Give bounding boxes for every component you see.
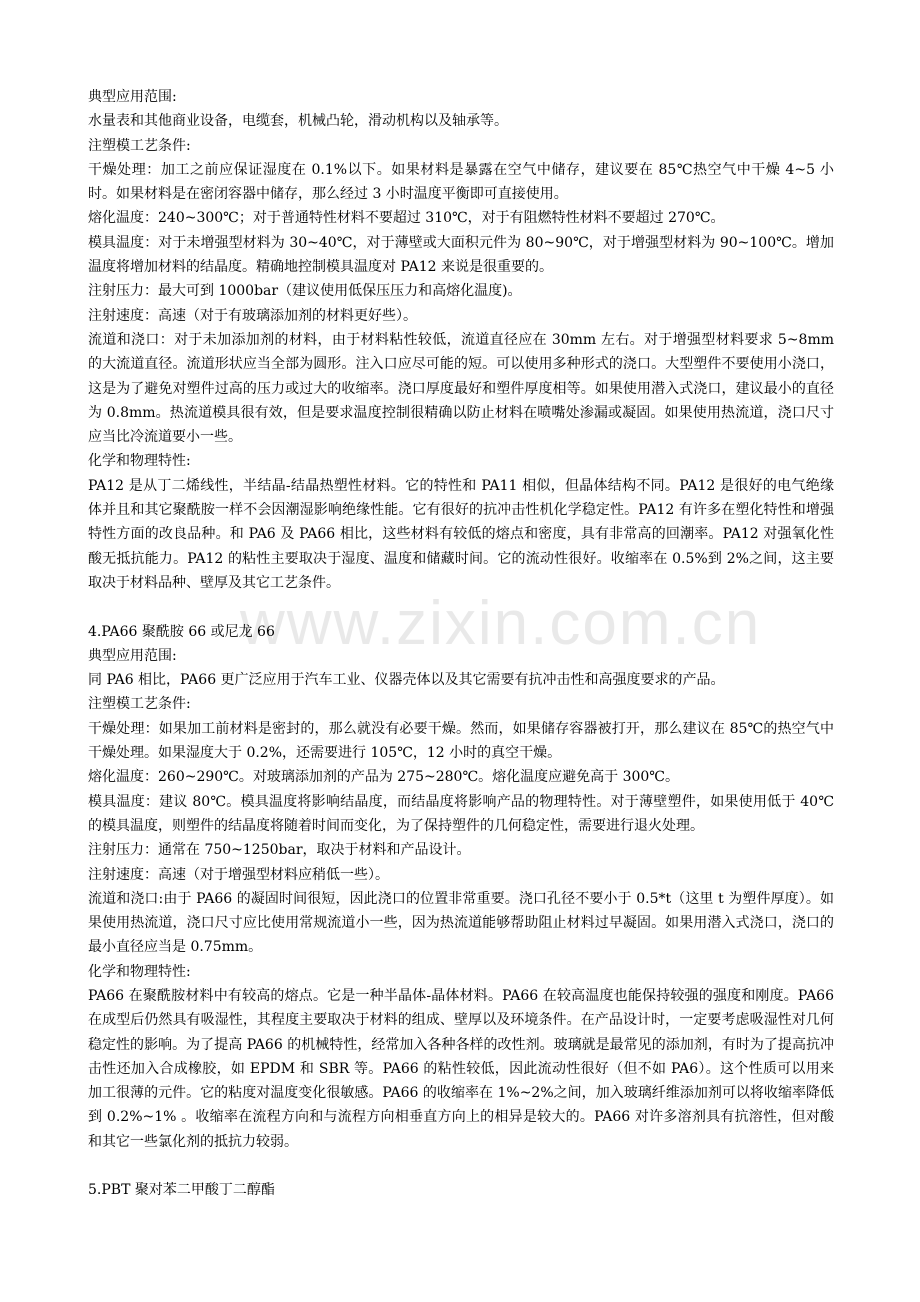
section-pa12 [88,85,834,595]
spacer [88,1154,834,1178]
pa66-app-range-text: 同 PA6 相比，PA66 更广泛应用于汽车工业、仪器壳体以及其它需要有抗冲击性和高强度要求的产品。 [88,672,725,689]
pa66-chem-text: PA66 在聚酰胺材料中有较高的熔点。它是一种半晶体-晶体材料。PA66 在较高温度也能保持较强的强度和刚度。PA66 在成型后仍然具有吸湿性，其程度主要取决于材料的组成、壁厚以及环境条件。在产品设计时，一定要考虑吸湿性对几何稳定性的影响。为了提高 PA66 的机械特性，经常加入各种各样的改性剂。玻璃就是最常见的添加剂，有时为了提高抗冲击性还加入合成橡胶，如 EPDM 和 SBR 等。PA66 的粘性较低，因此流动性很好（但不如 PA6）。这个性质可以用来加工很薄的元件。它的粘度对温度变化很敏感。PA66 的收缩率在 1%~2%之间，加入玻璃纤维添加剂可以将收缩率降低到 0.2%~1% 。收缩率在流程方向和与流程方向相垂直方向上的相异是较大的。PA66 对许多溶剂具有抗溶性，但对酸和其它一些氯化剂的抵抗力较弱。 [88,987,834,1150]
pa12-mold-temp: 模具温度：对于未增强型材料为 30~40℃，对于薄壁或大面积元件为 80~90℃，对于增强型材料为 90~100℃。增加温度将增加材料的结晶度。精确地控制模具温度对 PA12 来说是很重要的。 [88,234,834,276]
document-body [88,85,834,1203]
pa66-chem-label: 化学和物理特性: [88,963,191,980]
section-pbt [88,1178,834,1202]
pa12-injection-speed: 注射速度：高速（对于有玻璃添加剂的材料更好些）。 [88,307,417,324]
pbt-heading: 5.PBT 聚对苯二甲酸丁二醇酯 [88,1182,275,1199]
spacer [88,595,834,619]
pa12-app-range-text: 水量表和其他商业设备，电缆套，机械凸轮，滑动机构以及轴承等。 [88,113,508,130]
pa66-injection-pressure: 注射压力：通常在 750~1250bar，取决于材料和产品设计。 [88,842,471,859]
pa66-melt-temp: 熔化温度：260~290℃。对玻璃添加剂的产品为 275~280℃。熔化温度应避免高于 300℃。 [88,769,679,786]
pa12-injection-pressure: 注射压力：最大可到 1000bar（建议使用低保压压力和高熔化温度)。 [88,283,522,300]
pa12-process-label: 注塑模工艺条件: [88,137,191,154]
pa12-melt-temp: 熔化温度：240~300℃；对于普通特性材料不要超过 310℃，对于有阻燃特性材料不要超过 270℃。 [88,210,725,227]
pa66-injection-speed: 注射速度：高速（对于增强型材料应稍低一些）。 [88,866,389,883]
pa12-runner-gate: 流道和浇口：对于未加添加剂的材料，由于材料粘性较低，流道直径应在 30mm 左右。对于增强型材料要求 5~8mm 的大流道直径。流道形状应当全部为圆形。注入口应尽可能的短。可以使用多种形式的浇口。大型塑件不要使用小浇口，这是为了避免对塑件过高的压力或过大的收缩率。浇口厚度最好和塑件厚度相等。如果使用潜入式浇口，建议最小的直径为 0.8mm。热流道模具很有效，但是要求温度控制很精确以防止材料在喷嘴处渗漏或凝固。如果使用热流道，浇口尺寸应当比冷流道要小一些。 [88,331,834,446]
section-pa66 [88,620,834,1155]
pa66-heading: 4.PA66 聚酰胺 66 或尼龙 66 [88,623,275,640]
pa66-mold-temp: 模具温度：建议 80℃。模具温度将影响结晶度，而结晶度将影响产品的物理特性。对于薄壁塑件，如果使用低于 40℃的模具温度，则塑件的结晶度将随着时间而变化，为了保持塑件的几何稳定性，需要进行退火处理。 [88,793,834,834]
pa66-process-label: 注塑模工艺条件: [88,696,191,713]
pa12-drying: 干燥处理：加工之前应保证湿度在 0.1%以下。如果材料是暴露在空气中储存，建议要在 85℃热空气中干燥 4~5 小时。如果材料是在密闭容器中储存，那么经过 3 小时温度平衡即可直接使用。 [88,161,834,203]
pa66-runner-gate: 流道和浇口:由于 PA66 的凝固时间很短，因此浇口的位置非常重要。浇口孔径不要小于 0.5*t（这里 t 为塑件厚度）。如果使用热流道，浇口尺寸应比使用常规流道小一些，因为热流道能够帮助阻止材料过早凝固。如果用潜入式浇口，浇口的最小直径应当是 0.75mm。 [88,890,834,956]
pa66-app-range-label: 典型应用范围: [88,647,177,664]
pa12-chem-text: PA12 是从丁二烯线性，半结晶-结晶热塑性材料。它的特性和 PA11 相似，但晶体结构不同。PA12 是很好的电气绝缘体并且和其它聚酰胺一样不会因潮湿影响绝缘性能。它有很好的抗冲击性机化学稳定性。PA12 有许多在塑化特性和增强特性方面的改良品种。和 PA6 及 PA66 相比，这些材料有较低的熔点和密度，具有非常高的回潮率。PA12 对强氧化性酸无抵抗能力。PA12 的粘性主要取决于湿度、温度和储藏时间。它的流动性很好。收缩率在 0.5%到 2%之间，这主要取决于材料品种、壁厚及其它工艺条件。 [88,477,834,591]
watermark: www.zixin.com.cn [240,589,762,658]
pa12-app-range-label: 典型应用范围: [88,89,177,105]
pa66-drying: 干燥处理：如果加工前材料是密封的，那么就没有必要干燥。然而，如果储存容器被打开，那么建议在 85℃的热空气中干燥处理。如果湿度大于 0.2%，还需要进行 105℃，12 小时的真空干燥。 [88,720,834,762]
pa12-chem-label: 化学和物理特性: [88,453,191,470]
